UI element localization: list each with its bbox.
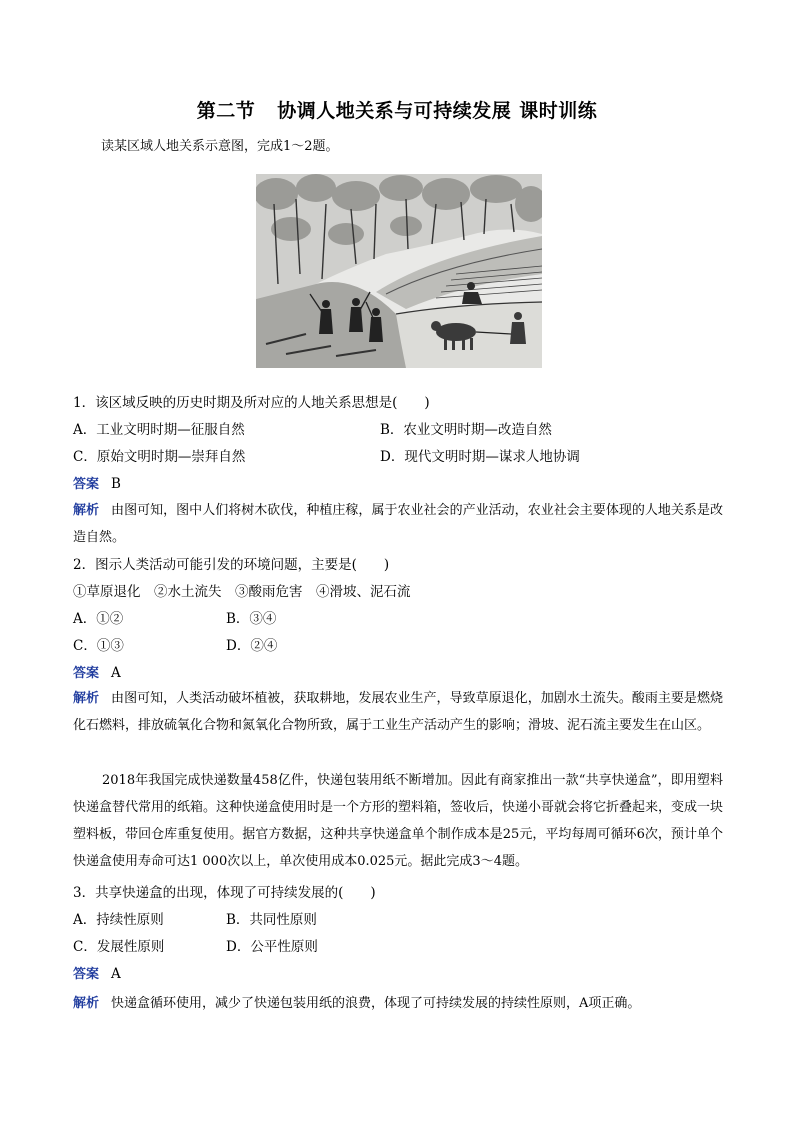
q3-analysis-label: 解析	[73, 996, 100, 1011]
q1-stem: 1．该区域反映的历史时期及所对应的人地关系思想是( )	[73, 395, 430, 411]
q1-option-a: A．工业文明时期—征服自然	[73, 422, 245, 438]
page-title	[0, 96, 794, 123]
q2-analysis	[73, 685, 723, 739]
q2-analysis-label: 解析	[73, 691, 100, 706]
q3-option-d: D．公平性原则	[226, 939, 318, 955]
material-paragraph: 2018年我国完成快递数量458亿件，快递包装用纸不断增加。因此有商家推出一款“共享快递盒”，即用塑料快递盒替代常用的纸箱。这种快递盒使用时是一个方形的塑料箱，签收后，快递小哥就会将它折叠起来，变成一块塑料板，带回仓库重复使用。据官方数据，这种共享快递盒单个制作成本是25元，平均每周可循环6次，预计单个快递盒使用寿命可达1 000次以上，单次使用成本0.025元。据此完成3～4题。	[73, 773, 724, 869]
title-subtitle: 课时训练	[519, 100, 598, 122]
q3-answer-label: 答案	[73, 967, 100, 982]
q2-answer-label: 答案	[73, 666, 100, 681]
q1-analysis	[73, 497, 723, 551]
q3-option-b: B．共同性原则	[226, 912, 317, 928]
q1-analysis-label: 解析	[73, 503, 100, 518]
q2-option-a: A．①②	[73, 611, 124, 627]
q1-answer-value: B	[111, 476, 121, 492]
q2-stem: 2．图示人类活动可能引发的环境问题，主要是( )	[73, 557, 390, 573]
intro-text: 读某区域人地关系示意图，完成1～2题。	[101, 139, 339, 154]
q1-option-b: B．农业文明时期—改造自然	[380, 422, 552, 438]
q2-option-c: C．①③	[73, 638, 124, 654]
q2-answer	[73, 664, 121, 683]
q3-option-a: A．持续性原则	[73, 912, 164, 928]
figure-human-land-relationship	[256, 174, 542, 368]
q1-option-c: C．原始文明时期—崇拜自然	[73, 449, 246, 465]
q2-answer-value: A	[111, 665, 121, 681]
q3-analysis	[73, 990, 723, 1017]
q2-option-d: D．②④	[226, 638, 278, 654]
q1-answer-label: 答案	[73, 477, 100, 492]
q2-analysis-text: 由图可知，人类活动破坏植被，获取耕地，发展农业生产，导致草原退化，加剧水土流失。酸雨主要是燃烧化石燃料，排放硫氧化合物和氮氧化合物所致，属于工业生产活动产生的影响；滑坡、泥石流主要发生在山区。	[73, 691, 723, 733]
q2-items: ①草原退化 ②水土流失 ③酸雨危害 ④滑坡、泥石流	[73, 584, 411, 600]
q3-analysis-text: 快递盒循环使用，减少了快递包装用纸的浪费，体现了可持续发展的持续性原则，A项正确。	[111, 996, 641, 1011]
q1-analysis-text: 由图可知，图中人们将树木砍伐，种植庄稼，属于农业社会的产业活动，农业社会主要体现的人地关系是改造自然。	[73, 503, 723, 545]
q3-answer	[73, 965, 121, 984]
q2-option-b: B．③④	[226, 611, 277, 627]
q3-answer-value: A	[111, 966, 121, 982]
q3-stem: 3．共享快递盒的出现，体现了可持续发展的( )	[73, 885, 376, 901]
q1-option-d: D．现代文明时期—谋求人地协调	[380, 449, 580, 465]
q1-answer	[73, 475, 121, 494]
q3-option-c: C．发展性原则	[73, 939, 165, 955]
title-topic: 协调人地关系与可持续发展	[277, 100, 512, 122]
title-section: 第二节	[196, 100, 256, 122]
